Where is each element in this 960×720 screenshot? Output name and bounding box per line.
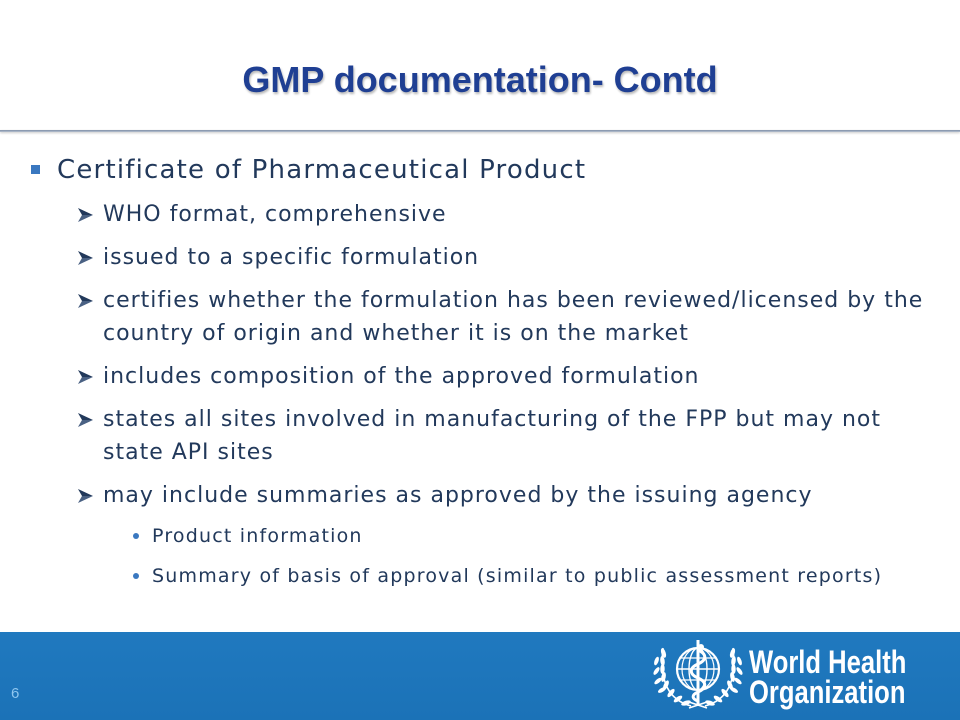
- slide-title: GMP documentation- Contd: [242, 59, 718, 100]
- sub-bullet: [0, 360, 937, 393]
- arrowhead-bullet-icon: [78, 251, 93, 265]
- arrowhead-bullet-icon: [78, 208, 93, 222]
- logo-text-line-1: World Health: [749, 644, 907, 680]
- sub-bullet: [0, 198, 937, 231]
- sub-bullet-text: may include summaries as approved by the issuing agency: [103, 483, 813, 508]
- detail-bullet-text: Product information: [152, 525, 363, 547]
- detail-bullet-text: Summary of basis of approval (similar to public assessment reports): [152, 565, 883, 587]
- sub-bullet-text: WHO format, comprehensive: [103, 202, 447, 227]
- logo-text-line-2: Organization: [749, 674, 906, 710]
- sub-bullet-text: includes composition of the approved formulation: [103, 364, 700, 389]
- sub-bullet: [0, 284, 937, 350]
- bullet-heading: [0, 152, 960, 188]
- sub-bullet-text: states all sites involved in manufacturing of the FPP but may not state API sites: [103, 407, 881, 465]
- title-divider: [0, 130, 960, 132]
- square-bullet-icon: [31, 165, 40, 174]
- arrowhead-bullet-icon: [78, 294, 93, 308]
- round-bullet-icon: [133, 533, 139, 539]
- sub-bullet: [0, 241, 937, 274]
- footer-band: [0, 632, 960, 720]
- detail-bullet-list: [0, 521, 960, 591]
- detail-bullet: [0, 561, 932, 591]
- arrowhead-bullet-icon: [78, 370, 93, 384]
- sub-bullet-text: certifies whether the formulation has been reviewed/licensed by the country of origin and whether it is on the market: [103, 288, 924, 346]
- sub-bullet-text: issued to a specific formulation: [103, 245, 480, 270]
- round-bullet-icon: [133, 573, 139, 579]
- who-emblem-icon: [651, 636, 745, 710]
- bullet-heading-text: Certificate of Pharmaceutical Product: [57, 155, 587, 185]
- slide-body: [0, 152, 960, 591]
- detail-bullet: [0, 521, 932, 551]
- page-number: 6: [11, 685, 20, 702]
- arrowhead-bullet-icon: [78, 489, 93, 503]
- sub-bullet-list: [0, 198, 960, 512]
- arrowhead-bullet-icon: [78, 413, 93, 427]
- sub-bullet: [0, 403, 937, 469]
- sub-bullet: [0, 479, 937, 512]
